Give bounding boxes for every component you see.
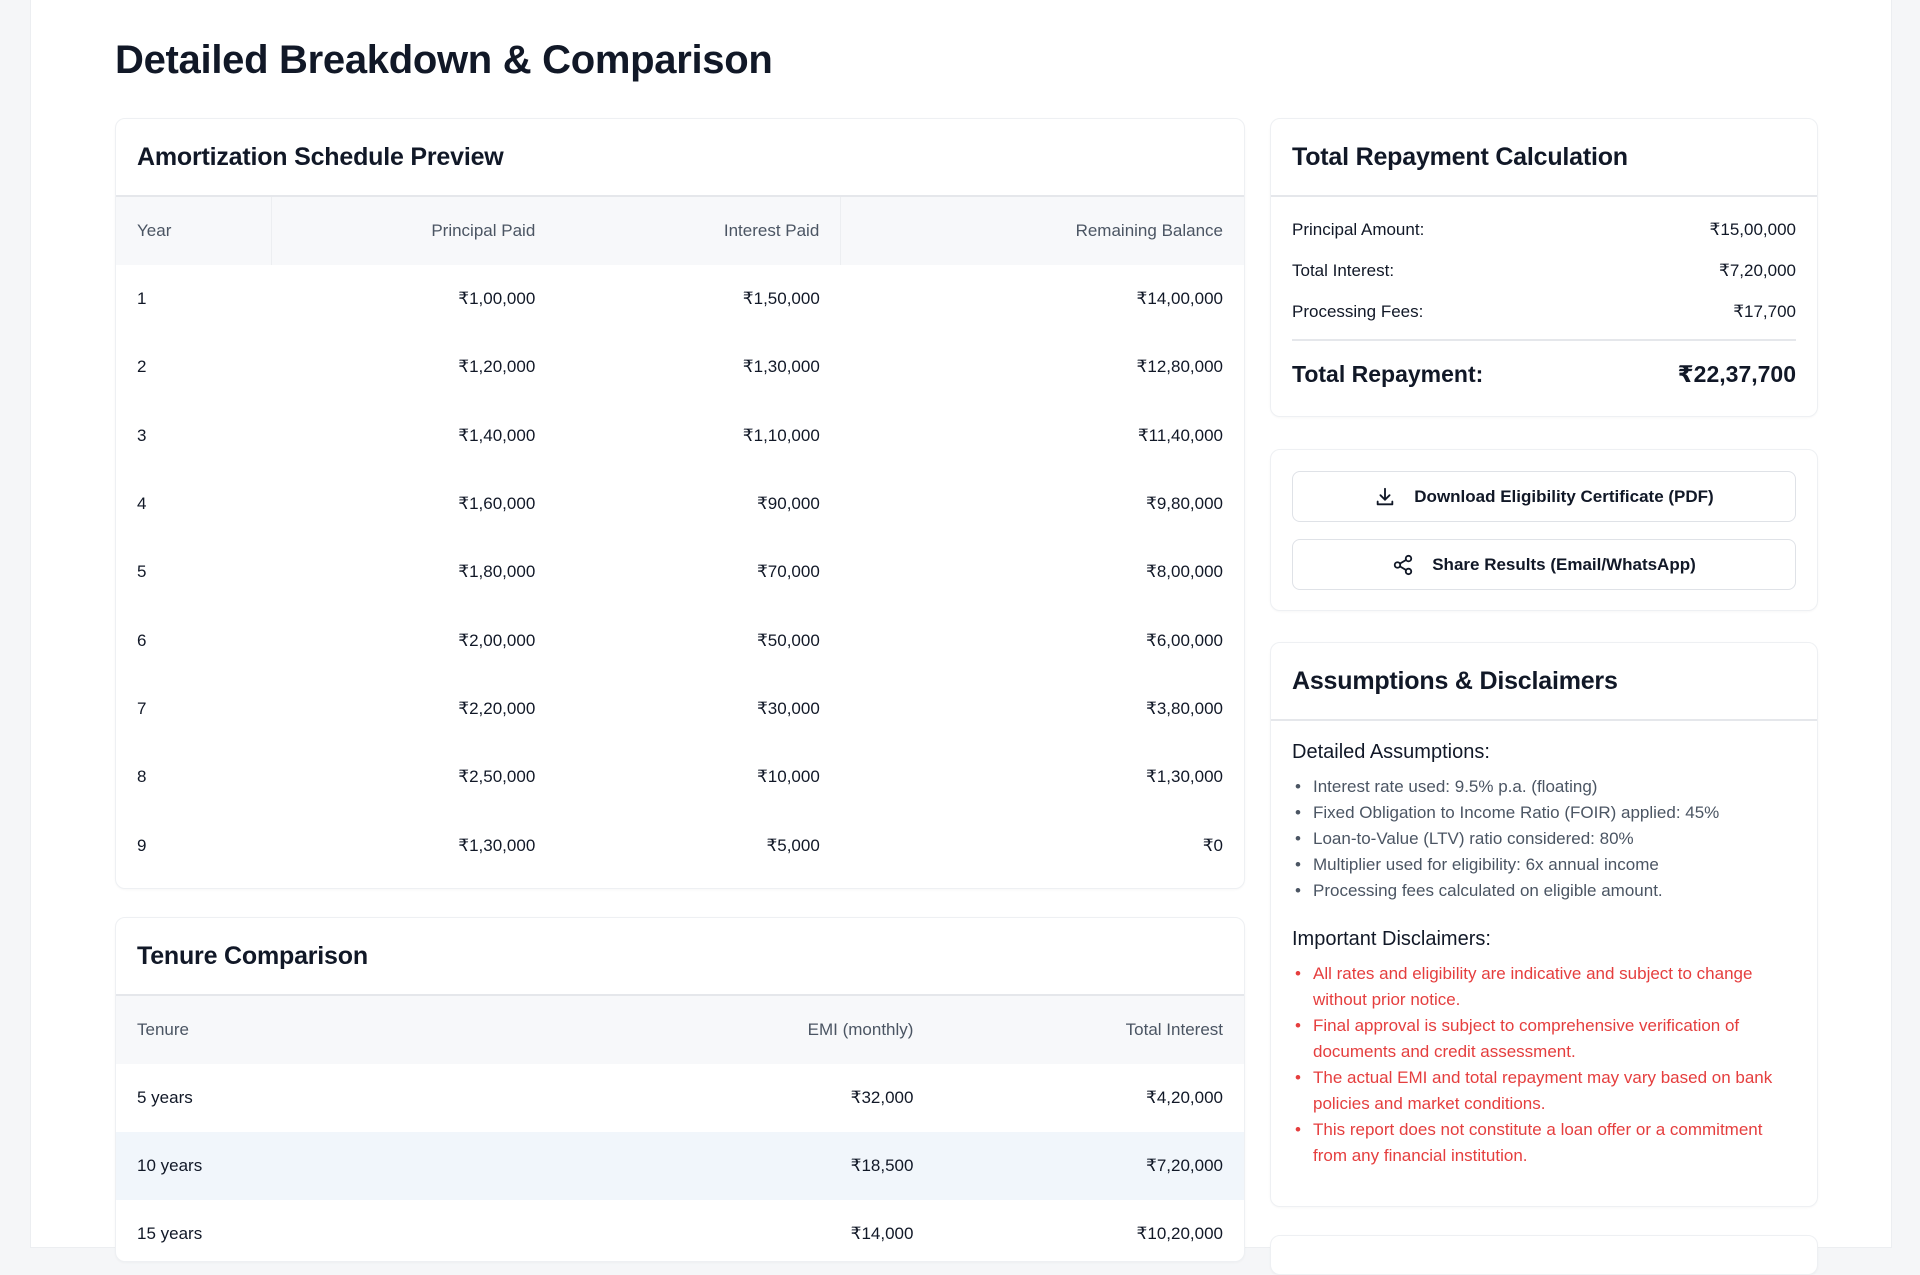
- cell-year: 2: [137, 357, 147, 377]
- next-card: [1270, 1235, 1818, 1275]
- cell-interest-paid: ₹90,000: [756, 494, 820, 514]
- disclaimers-list: [1292, 961, 1796, 1169]
- summary-label: Total Interest:: [1292, 260, 1395, 280]
- share-results-button[interactable]: [1292, 539, 1796, 590]
- assumptions-body: [1271, 721, 1817, 1169]
- assumptions-heading: Detailed Assumptions:: [1292, 741, 1490, 763]
- cell-principal-paid: ₹1,40,000: [458, 425, 536, 445]
- list-item: • Loan-to-Value (LTV) ratio considered: 80%: [1292, 826, 1796, 852]
- cell-tenure: 5 years: [137, 1088, 193, 1107]
- cell-principal-paid: ₹2,50,000: [458, 767, 536, 787]
- cell-year: 3: [137, 425, 147, 445]
- col-principal-paid: Principal Paid: [272, 197, 557, 265]
- summary-value: ₹17,700: [1733, 301, 1796, 321]
- cell-principal-paid: ₹2,20,000: [458, 698, 536, 718]
- amortization-table-body: [116, 265, 1244, 880]
- cell-remaining-balance: ₹9,80,000: [1146, 494, 1223, 514]
- amortization-table-head: [116, 197, 1244, 265]
- cell-principal-paid: ₹1,80,000: [458, 562, 536, 582]
- cell-interest-paid: ₹5,000: [766, 835, 820, 855]
- cell-tenure: 15 years: [137, 1224, 203, 1243]
- total-value: ₹22,37,700: [1677, 360, 1796, 387]
- share-icon: [1392, 554, 1414, 576]
- cell-principal-paid: ₹1,00,000: [458, 289, 536, 309]
- cell-remaining-balance: ₹11,40,000: [1137, 425, 1223, 445]
- list-item: • Final approval is subject to comprehensive verification of documents and credit assessment.: [1292, 1013, 1796, 1065]
- summary-label: Principal Amount:: [1292, 219, 1425, 239]
- cell-interest-paid: ₹50,000: [756, 630, 820, 650]
- cell-interest-paid: ₹1,30,000: [742, 357, 820, 377]
- col-remaining-balance: Remaining Balance: [841, 197, 1244, 265]
- download-certificate-label: Download Eligibility Certificate (PDF): [1414, 486, 1714, 506]
- summary-value: ₹7,20,000: [1719, 260, 1796, 280]
- summary-label: Processing Fees:: [1292, 301, 1424, 321]
- summary-row-interest: [1292, 250, 1796, 291]
- assumptions-title: Assumptions & Disclaimers: [1292, 666, 1618, 695]
- col-emi: EMI (monthly): [535, 996, 934, 1064]
- cell-emi: ₹32,000: [850, 1088, 914, 1107]
- col-tenure: Tenure: [116, 996, 535, 1064]
- amortization-card: [115, 118, 1245, 889]
- cell-total-interest: ₹4,20,000: [1146, 1088, 1223, 1107]
- tenure-table-head: [116, 996, 1244, 1064]
- list-item: • The actual EMI and total repayment may vary based on bank policies and market conditions.: [1292, 1065, 1796, 1117]
- table-row: [116, 1132, 1244, 1200]
- cell-year: 8: [137, 767, 147, 787]
- cell-year: 5: [137, 562, 147, 582]
- cell-principal-paid: ₹1,60,000: [458, 494, 536, 514]
- actions-card: [1270, 449, 1818, 611]
- assumptions-header: [1271, 643, 1817, 721]
- table-row: [116, 1200, 1244, 1262]
- cell-interest-paid: ₹10,000: [756, 767, 820, 787]
- download-certificate-button[interactable]: [1292, 471, 1796, 522]
- list-item: • Multiplier used for eligibility: 6x annual income: [1292, 852, 1796, 878]
- tenure-header: [116, 918, 1244, 996]
- cell-emi: ₹14,000: [850, 1224, 914, 1243]
- repayment-card: [1270, 118, 1818, 417]
- col-total-interest: Total Interest: [934, 996, 1244, 1064]
- summary-row-fees: [1292, 291, 1796, 332]
- cell-emi: ₹18,500: [535, 1132, 934, 1200]
- list-item: • Interest rate used: 9.5% p.a. (floating): [1292, 774, 1796, 800]
- repayment-body: [1271, 197, 1817, 407]
- disclaimers-heading: Important Disclaimers:: [1292, 928, 1491, 950]
- cell-year: 4: [137, 494, 147, 514]
- summary-row-principal: [1292, 209, 1796, 250]
- amortization-title: Amortization Schedule Preview: [137, 142, 504, 171]
- table-row: [116, 606, 1244, 674]
- table-row: [116, 743, 1244, 811]
- page-title: Detailed Breakdown & Comparison: [115, 38, 773, 82]
- table-row: [116, 470, 1244, 538]
- download-icon: [1374, 486, 1396, 508]
- cell-remaining-balance: ₹3,80,000: [1146, 698, 1223, 718]
- list-item: • Fixed Obligation to Income Ratio (FOIR) applied: 45%: [1292, 800, 1796, 826]
- table-row: [116, 675, 1244, 743]
- table-row: [116, 333, 1244, 401]
- list-item: • Processing fees calculated on eligible amount.: [1292, 878, 1796, 904]
- cell-tenure: 10 years: [116, 1132, 535, 1200]
- table-row: [116, 538, 1244, 606]
- table-row: [116, 811, 1244, 879]
- cell-interest-paid: ₹1,10,000: [742, 425, 820, 445]
- cell-interest-paid: ₹1,50,000: [742, 289, 820, 309]
- cell-remaining-balance: ₹8,00,000: [1146, 562, 1223, 582]
- tenure-card: [115, 917, 1245, 1262]
- col-year: Year: [116, 197, 272, 265]
- cell-total-interest: ₹10,20,000: [1136, 1224, 1223, 1243]
- cell-remaining-balance: ₹14,00,000: [1136, 289, 1223, 309]
- cell-interest-paid: ₹30,000: [756, 698, 820, 718]
- cell-interest-paid: ₹70,000: [756, 562, 820, 582]
- assumptions-card: [1270, 642, 1818, 1207]
- cell-principal-paid: ₹1,30,000: [458, 835, 536, 855]
- summary-total-row: [1292, 341, 1796, 407]
- cell-principal-paid: ₹2,00,000: [458, 630, 536, 650]
- cell-remaining-balance: ₹12,80,000: [1136, 357, 1223, 377]
- cell-remaining-balance: ₹1,30,000: [1146, 767, 1223, 787]
- table-row: [116, 1064, 1244, 1132]
- repayment-title: Total Repayment Calculation: [1292, 142, 1628, 171]
- list-item: • This report does not constitute a loan offer or a commitment from any financial institution.: [1292, 1117, 1796, 1169]
- cell-year: 1: [137, 289, 147, 309]
- amortization-table: [116, 197, 1244, 880]
- assumptions-list: [1292, 774, 1796, 904]
- table-row: [116, 402, 1244, 470]
- page-container: [30, 0, 1892, 1248]
- cell-remaining-balance: ₹0: [1202, 835, 1223, 855]
- tenure-table-body: [116, 1064, 1244, 1262]
- repayment-header: [1271, 119, 1817, 197]
- amortization-header: [116, 119, 1244, 197]
- cell-year: 6: [137, 630, 147, 650]
- cell-total-interest: ₹7,20,000: [934, 1132, 1244, 1200]
- cell-remaining-balance: ₹6,00,000: [1146, 630, 1223, 650]
- share-results-label: Share Results (Email/WhatsApp): [1432, 554, 1696, 574]
- list-item: • All rates and eligibility are indicative and subject to change without prior notice.: [1292, 961, 1796, 1013]
- cell-principal-paid: ₹1,20,000: [458, 357, 536, 377]
- cell-year: 7: [137, 698, 147, 718]
- tenure-title: Tenure Comparison: [137, 941, 368, 970]
- cell-year: 9: [137, 835, 147, 855]
- tenure-table: [116, 996, 1244, 1262]
- table-row: [116, 265, 1244, 333]
- total-label: Total Repayment:: [1292, 360, 1484, 387]
- col-interest-paid: Interest Paid: [556, 197, 841, 265]
- summary-value: ₹15,00,000: [1709, 219, 1796, 239]
